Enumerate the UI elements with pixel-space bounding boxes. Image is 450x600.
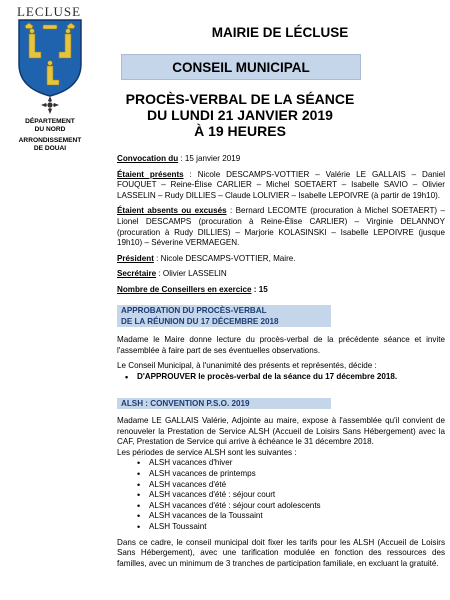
nombre-line bbox=[117, 285, 445, 296]
president-label: Président bbox=[117, 253, 154, 263]
department-label bbox=[10, 118, 90, 133]
president-value: : Nicole DESCAMPS-VOTTIER, Maire. bbox=[153, 253, 296, 263]
legion-cross-icon bbox=[41, 96, 59, 114]
section-alsh-title: ALSH : CONVENTION P.S.O. 2019 bbox=[121, 399, 250, 408]
meeting-details bbox=[117, 154, 445, 296]
arrondissement-label bbox=[10, 137, 90, 152]
page-title bbox=[120, 91, 360, 139]
section-alsh-body bbox=[117, 416, 445, 569]
presents-value: : Nicole DESCAMPS-VOTTIER – Valérie LE GALLAIS – Daniel FOUQUET – Reine-Élise CARLIER – Michel SOETAERT – Isabelle SAVIO – Olivier LASSELIN – Rudy DILLIES – Claude LOLIVIER – Isabelle LEPOIVRE (à partir de 19h10). bbox=[117, 169, 445, 200]
town-name: LECLUSE bbox=[16, 4, 82, 19]
convocation-label: Convocation du bbox=[117, 154, 179, 163]
secretaire-label: Secrétaire bbox=[117, 269, 157, 279]
secretaire-line bbox=[117, 269, 445, 280]
section-alsh-header bbox=[117, 398, 331, 409]
approbation-decision: • D'APPROUVER le procès-verbal de la séance du 17 décembre 2018. bbox=[137, 372, 445, 383]
list-item: • ALSH vacances de la Toussaint bbox=[149, 511, 445, 522]
president-line bbox=[117, 254, 445, 265]
absents-label: Étaient absents ou excusés bbox=[117, 206, 227, 216]
secretaire-value: : Olivier LASSELIN bbox=[156, 269, 227, 279]
conseil-municipal-banner: CONSEIL MUNICIPAL bbox=[121, 54, 361, 80]
alsh-periods-list bbox=[117, 458, 445, 532]
list-item: • ALSH vacances d'été : séjour court adolescents bbox=[149, 501, 445, 512]
list-item: • ALSH vacances d'été : séjour court bbox=[149, 490, 445, 501]
nombre-value: : 15 bbox=[251, 284, 268, 294]
list-item: • ALSH vacances d'été bbox=[149, 480, 445, 491]
presents-line bbox=[117, 170, 445, 202]
section-approbation-header bbox=[117, 305, 331, 327]
alsh-paragraph-2: Les périodes de service ALSH sont les suivantes : bbox=[117, 447, 297, 457]
title-line-2: DU LUNDI 21 JANVIER 2019 bbox=[147, 107, 333, 123]
title-line-3: À 19 HEURES bbox=[194, 123, 286, 139]
presents-label: Étaient présents bbox=[117, 169, 184, 179]
department-line-2: DU NORD bbox=[34, 125, 66, 133]
nombre-label: Nombre de Conseillers en exercice bbox=[117, 284, 252, 294]
section-approbation-line-1: APPROBATION DU PROCÈS-VERBAL bbox=[121, 306, 267, 315]
list-item: • ALSH vacances d'hiver bbox=[149, 458, 445, 469]
approbation-paragraph-2: Le Conseil Municipal, à l'unanimité des présents et représentés, décide : bbox=[117, 361, 377, 371]
alsh-paragraph-1: Madame LE GALLAIS Valérie, Adjointe au maire, expose à l'assemblée qu'il convient de renouveler la Prestation de Service ALSH (Accueil de Loisirs Sans Hébergement) avec la CAF, Prestation de Service qui arrive à échéance le 31 décembre 2018. bbox=[117, 416, 445, 447]
title-line-1: PROCÈS-VERBAL DE LA SÉANCE bbox=[125, 91, 355, 107]
absents-line bbox=[117, 206, 445, 248]
convocation-line bbox=[117, 154, 445, 165]
mairie-heading: MAIRIE DE LÉCLUSE bbox=[211, 25, 349, 40]
approbation-paragraph-1: Madame le Maire donne lecture du procès-verbal de la précédente séance et invite l'assemblée à faire part de ses éventuelles observations. bbox=[117, 335, 445, 355]
department-line-1: DÉPARTEMENT bbox=[25, 118, 75, 125]
section-approbation-body bbox=[117, 335, 445, 382]
arrondissement-line-2: DE DOUAI bbox=[33, 144, 67, 152]
coat-of-arms-shield-icon bbox=[17, 18, 83, 98]
section-approbation-line-2: DE LA RÉUNION DU 17 DÉCEMBRE 2018 bbox=[121, 317, 279, 326]
alsh-paragraph-3: Dans ce cadre, le conseil municipal doit fixer les tarifs pour les ALSH (Accueil de Loisirs Sans Hébergement), avec une tarification modulée en fonction des ressources des familles, avec un minimum de 3 tranches de participation familiale, en excluant la gratuité. bbox=[117, 537, 445, 568]
arrondissement-line-1: ARRONDISSEMENT bbox=[18, 137, 82, 144]
list-item: • ALSH vacances de printemps bbox=[149, 469, 445, 480]
absents-value: : Bernard LECOMTE (procuration à Michel SOETAERT) – Lionel DESCAMPS (procuration à Reine-Élise CARLIER) – Virginie DELANNOY (procuration à Rudy DILLIES) – Marjorie KOLASINSKI – Isabelle LEPOIVRE (jusque 19h10) – Séverine VERMAEGEN. bbox=[117, 206, 445, 248]
list-item: • ALSH Toussaint bbox=[149, 522, 445, 533]
convocation-value: : 15 janvier 2019 bbox=[178, 154, 241, 163]
approbation-decision-list bbox=[117, 372, 445, 383]
